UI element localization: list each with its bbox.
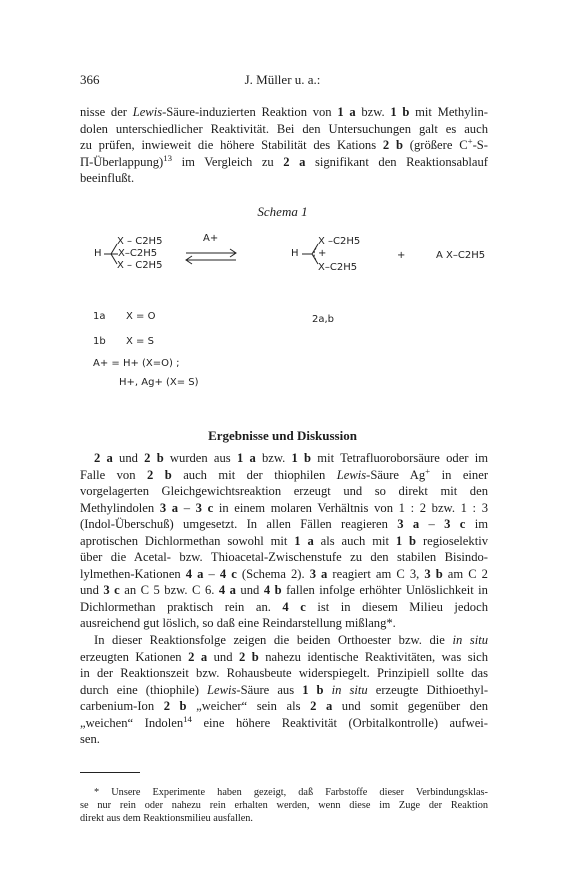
cation-substituent-top: X –C2H5 <box>318 236 361 247</box>
body-line: lylmethen-Kationen 4 a – 4 c (Schema 2). 3 a reagiert am C 3, 3 b am C 2 <box>80 566 488 581</box>
body-line: Methylindolen 3 a – 3 c in einem molaren Verhältnis von 1 : 2 bzw. 1 : 3 <box>80 500 489 515</box>
intro-line: beeinflußt. <box>80 171 135 185</box>
running-head: J. Müller u. a.: <box>244 72 321 87</box>
byproduct-label: A X–C2H5 <box>436 250 486 261</box>
cation-hydrogen: H <box>291 248 299 259</box>
body-line: vorgelagerten Gleichgewichtsreaktion erzeugt und so direkt mit den <box>80 484 488 498</box>
body-line: in der Reaktionszeit bzw. Rohausbeute widerspiegelt. Prinzipiell sollte das <box>80 666 488 680</box>
body-line: ausreichend gut löslich, so daß eine Reindarstellung mißlang*. <box>80 616 396 630</box>
footnote-line: * Unsere Experimente haben gezeigt, daß Farbstoffe dieser Verbindungsklas- <box>94 787 488 798</box>
body-line: Falle von 2 b auch mit der thiophilen Lewis-Säure Ag+ in einer <box>80 465 489 482</box>
compound-label-2ab: 2a,b <box>312 314 335 325</box>
body-line: Dichlormethan praktisch rein an. 4 c ist in diesem Milieu jedoch <box>80 599 488 614</box>
intro-line: dolen unterschiedlicher Reaktivität. Bei den Untersuchungen galt es auch <box>80 121 488 136</box>
acid-definition-line-2: H+, Ag+ (X= S) <box>119 377 199 388</box>
reactant-substituent-middle: X–C2H5 <box>118 248 158 259</box>
footnote-line: direkt aus dem Reaktionsmilieu ausfallen. <box>80 813 254 824</box>
reactant-hydrogen: H <box>94 248 102 259</box>
body-line: erzeugten Kationen 2 a und 2 b nahezu identische Reaktivitäten, was sich <box>80 649 489 664</box>
results-paragraph-2 <box>80 632 488 748</box>
acid-definition-line-1: A+ = H+ (X=O) ; <box>93 358 180 369</box>
page-number: 366 <box>80 72 100 87</box>
footnote-rule <box>80 772 140 773</box>
body-line: In dieser Reaktionsfolge zeigen die beiden Orthoester bzw. die in situ <box>94 633 488 647</box>
intro-line: zu prüfen, inwieweit die höhere Stabilität des Kations 2 b (größere C+-S- <box>80 135 489 152</box>
cation-substituent-bottom: X–C2H5 <box>318 262 358 273</box>
results-paragraph-1 <box>80 450 488 632</box>
body-line: aprotischen Dichlormethan sowohl mit 1 a als auch mit 1 b regioselektiv <box>80 533 488 548</box>
body-line: sen. <box>80 732 100 746</box>
footnote <box>80 786 488 825</box>
section-heading: Ergebnisse und Diskussion <box>208 428 357 443</box>
footnote-line: se nur rein oder nahezu rein erhalten werden, wenn diese im Zuge der Reaktion <box>80 800 488 811</box>
cation-charge: + <box>318 248 327 259</box>
reactant-substituent-bottom: X – C2H5 <box>117 260 163 271</box>
body-line: „weichen“ Indolen$^{14}$ eine höhere Reaktivität (Orbitalkontrolle) aufwei- <box>80 713 488 730</box>
reactant-substituent-top: X – C2H5 <box>117 236 163 247</box>
compound-def-1a: X = O <box>126 311 156 322</box>
schema-title: Schema 1 <box>257 204 308 219</box>
compound-def-1b: X = S <box>126 336 154 347</box>
intro-line: Π-Überlappung)$^{13}$ im Vergleich zu 2 a signifikant den Reaktionsablauf <box>80 152 488 169</box>
body-line: (Indol-Überschuß) umgesetzt. In allen Fällen reagieren 3 a – 3 c im <box>80 517 488 531</box>
body-line: über die Acetal- bzw. Thioacetal-Zwischenstufe zu den stabilen Bisindo- <box>80 550 488 564</box>
body-line: 2 a und 2 b wurden aus 1 a bzw. 1 b mit Tetrafluoroborsäure oder im <box>94 451 489 465</box>
plus-sign: + <box>397 250 406 261</box>
compound-label-1b: 1b <box>93 336 106 347</box>
intro-line: nisse der Lewis-Säure-induzierten Reaktion von 1 a bzw. 1 b mit Methylin- <box>80 105 488 119</box>
compound-label-1a: 1a <box>93 311 106 322</box>
reagent-label: A+ <box>203 233 219 244</box>
body-line: carbenium-Ion 2 b „weicher“ sein als 2 a und somit gegenüber den <box>80 699 488 713</box>
body-line: und 3 c an C 5 bzw. C 6. 4 a und 4 b fallen infolge erhöhter Unlöslichkeit in <box>80 583 488 597</box>
body-line: durch eine (thiophile) Lewis-Säure aus 1 b in situ erzeugte Dithioethyl- <box>80 682 489 697</box>
